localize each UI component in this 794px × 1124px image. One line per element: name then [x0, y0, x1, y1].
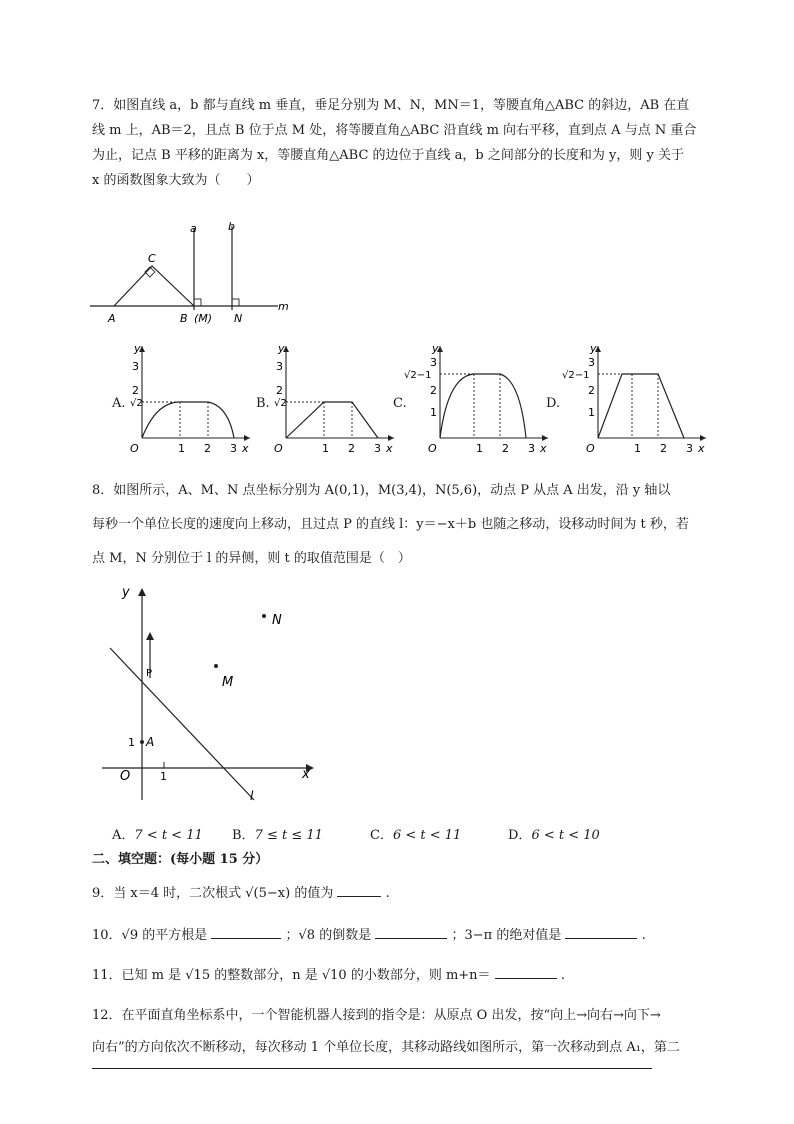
x-axis-label: x — [242, 442, 249, 455]
q8-option-d-label: D． — [508, 828, 532, 843]
x-axis-label: x — [540, 442, 547, 455]
x-axis-label: x — [698, 442, 705, 455]
q8-option-a-label: A． — [112, 828, 135, 843]
q11-answer-blank[interactable] — [495, 964, 557, 979]
label-m: m — [278, 300, 289, 313]
label-m: M — [222, 675, 234, 690]
q8-option-a[interactable] — [112, 824, 203, 843]
q9 — [92, 882, 390, 901]
q7-option-a-graph[interactable] — [126, 340, 256, 460]
origin-label: O — [130, 442, 139, 455]
q8-option-c-label: C． — [370, 828, 393, 843]
q12-text — [92, 1000, 712, 1064]
q7-figure — [88, 218, 298, 328]
xtick-3: 3 — [528, 442, 535, 455]
label-N: N — [234, 312, 243, 325]
q12-line-2: 向右”的方向依次不断移动，每次移动 1 个单位长度，其移动路线如图所示，第一次移动到点 A₁，第二 — [92, 1040, 680, 1055]
y-axis-label: y — [590, 342, 597, 355]
q8-option-d-text: 6 < t < 10 — [531, 828, 600, 843]
origin-label: O — [120, 769, 131, 784]
q8-option-b[interactable] — [232, 824, 323, 843]
q7-option-b-graph[interactable] — [270, 340, 400, 460]
q11-text: 11．已知 m 是 √15 的整数部分，n 是 √10 的小数部分，则 m+n＝ — [92, 968, 491, 983]
q11 — [92, 964, 565, 983]
x-label: x — [302, 767, 310, 782]
q10-text-3: ；3−π 的绝对值是 — [451, 928, 562, 943]
y-axis-label: y — [432, 342, 439, 355]
y-label: y — [122, 585, 130, 600]
xtick-3: 3 — [686, 442, 693, 455]
q8-line-1: 8．如图所示，A、M、N 点坐标分别为 A(0,1)，M(3,4)，N(5,6)，动点 P 从点 A 出发，沿 y 轴以 — [92, 483, 671, 498]
q7-option-c-label[interactable]: C. — [393, 396, 407, 411]
q7-option-a-label[interactable]: A. — [112, 396, 126, 411]
ytick-sqrt2-minus-1: √2−1 — [404, 370, 432, 381]
right-angle-m — [194, 299, 201, 306]
label-c: C — [148, 252, 156, 265]
y-axis-label: y — [134, 342, 141, 355]
q8-line-3: 点 M，N 分别位于 l 的异侧，则 t 的取值范围是（ ） — [92, 551, 411, 566]
label-b: b — [228, 220, 235, 233]
ytick-2: 2 — [588, 384, 595, 397]
label-l: l — [250, 789, 254, 803]
xtick-2: 2 — [204, 442, 211, 455]
q8-option-c[interactable] — [370, 824, 461, 843]
xtick-1: 1 — [634, 442, 641, 455]
label-p: P — [146, 668, 153, 679]
q8-option-c-text: 6 < t < 11 — [392, 828, 462, 843]
xtick-2: 2 — [502, 442, 509, 455]
q8-option-b-label: B． — [232, 828, 255, 843]
q8-line-2: 每秒一个单位长度的速度向上移动，且过点 P 的直线 l：y＝−x＋b 也随之移动，设移动时间为 t 秒，若 — [92, 517, 689, 532]
label-a: A — [146, 735, 155, 749]
ytick-3: 3 — [276, 360, 283, 373]
q10-blank-3[interactable] — [565, 924, 637, 939]
label-a: a — [190, 222, 197, 235]
xtick-2: 2 — [348, 442, 355, 455]
q7-line-4: x 的函数图象大致为（ ） — [92, 173, 260, 188]
q8-figure — [96, 582, 326, 812]
point-m — [214, 664, 218, 668]
x-tick-1: 1 — [160, 770, 167, 783]
q10-blank-2[interactable] — [375, 924, 447, 939]
triangle-abc — [114, 266, 194, 306]
xtick-1: 1 — [322, 442, 329, 455]
ytick-3: 3 — [430, 356, 437, 369]
q9-answer-blank[interactable] — [337, 882, 381, 897]
origin-label: O — [428, 442, 437, 455]
y-tick-1: 1 — [128, 736, 135, 749]
ytick-2: 2 — [276, 384, 283, 397]
label-B: B — [180, 312, 188, 325]
q7-line-3: 为止，记点 B 平移的距离为 x，等腰直角△ABC 的边位于直线 a，b 之间部分的长度和为 y，则 y 关于 — [92, 148, 684, 163]
q9-text: 9．当 x＝4 时，二次根式 √(5−x) 的值为 — [92, 886, 334, 901]
q10-blank-1[interactable] — [211, 924, 281, 939]
q10-text-1: 10．√9 的平方根是 — [92, 928, 208, 943]
xtick-1: 1 — [476, 442, 483, 455]
q7-option-d-graph[interactable] — [562, 340, 712, 460]
footer-rule — [92, 1068, 652, 1069]
q7-line-2: 线 m 上，AB＝2，且点 B 位于点 M 处，将等腰直角△ABC 沿直线 m 向右平移，直到点 A 与点 N 重合 — [92, 123, 697, 138]
q7-option-b-label[interactable]: B. — [256, 396, 270, 411]
ytick-sqrt2: √2 — [130, 398, 143, 409]
ytick-1: 1 — [588, 406, 595, 419]
right-angle-n — [232, 299, 239, 306]
point-a — [140, 740, 144, 744]
section-heading: 二、填空题：(每小题 15 分） — [92, 852, 269, 867]
q12-line-1: 12．在平面直角坐标系中，一个智能机器人接到的指令是：从原点 O 出发，按“向上→向右→向下→ — [92, 1008, 661, 1023]
q11-end: . — [560, 968, 565, 983]
q7-option-d-label[interactable]: D. — [546, 396, 561, 411]
q8-option-d[interactable] — [508, 824, 600, 843]
y-axis-label: y — [278, 342, 285, 355]
x-axis-label: x — [386, 442, 393, 455]
q10-text-2: ；√8 的倒数是 — [285, 928, 372, 943]
ytick-1: 1 — [430, 406, 437, 419]
ytick-sqrt2-minus-1: √2−1 — [562, 370, 590, 381]
q8-text — [92, 474, 712, 576]
xtick-1: 1 — [178, 442, 185, 455]
q8-option-b-text: 7 ≤ t ≤ 11 — [254, 828, 323, 843]
q9-end: . — [385, 886, 390, 901]
q7-option-c-graph[interactable] — [404, 340, 554, 460]
origin-label: O — [274, 442, 283, 455]
line-l — [110, 648, 254, 800]
ytick-sqrt2: √2 — [274, 398, 287, 409]
label-n: N — [272, 613, 282, 628]
ytick-2: 2 — [430, 384, 437, 397]
label-A: A — [108, 312, 116, 325]
q8-option-a-text: 7 < t < 11 — [134, 828, 203, 843]
q10-end: . — [641, 928, 646, 943]
q7-text — [92, 93, 712, 193]
ytick-2: 2 — [132, 384, 139, 397]
xtick-2: 2 — [660, 442, 667, 455]
ytick-3: 3 — [132, 360, 139, 373]
xtick-3: 3 — [374, 442, 381, 455]
ytick-3: 3 — [588, 356, 595, 369]
point-n — [262, 614, 266, 618]
q10 — [92, 924, 646, 943]
label-M: (M) — [194, 312, 213, 325]
q7-line-1: 7．如图直线 a，b 都与直线 m 垂直，垂足分别为 M、N，MN＝1，等腰直角△ABC 的斜边，AB 在直 — [92, 98, 690, 113]
origin-label: O — [586, 442, 595, 455]
xtick-3: 3 — [230, 442, 237, 455]
